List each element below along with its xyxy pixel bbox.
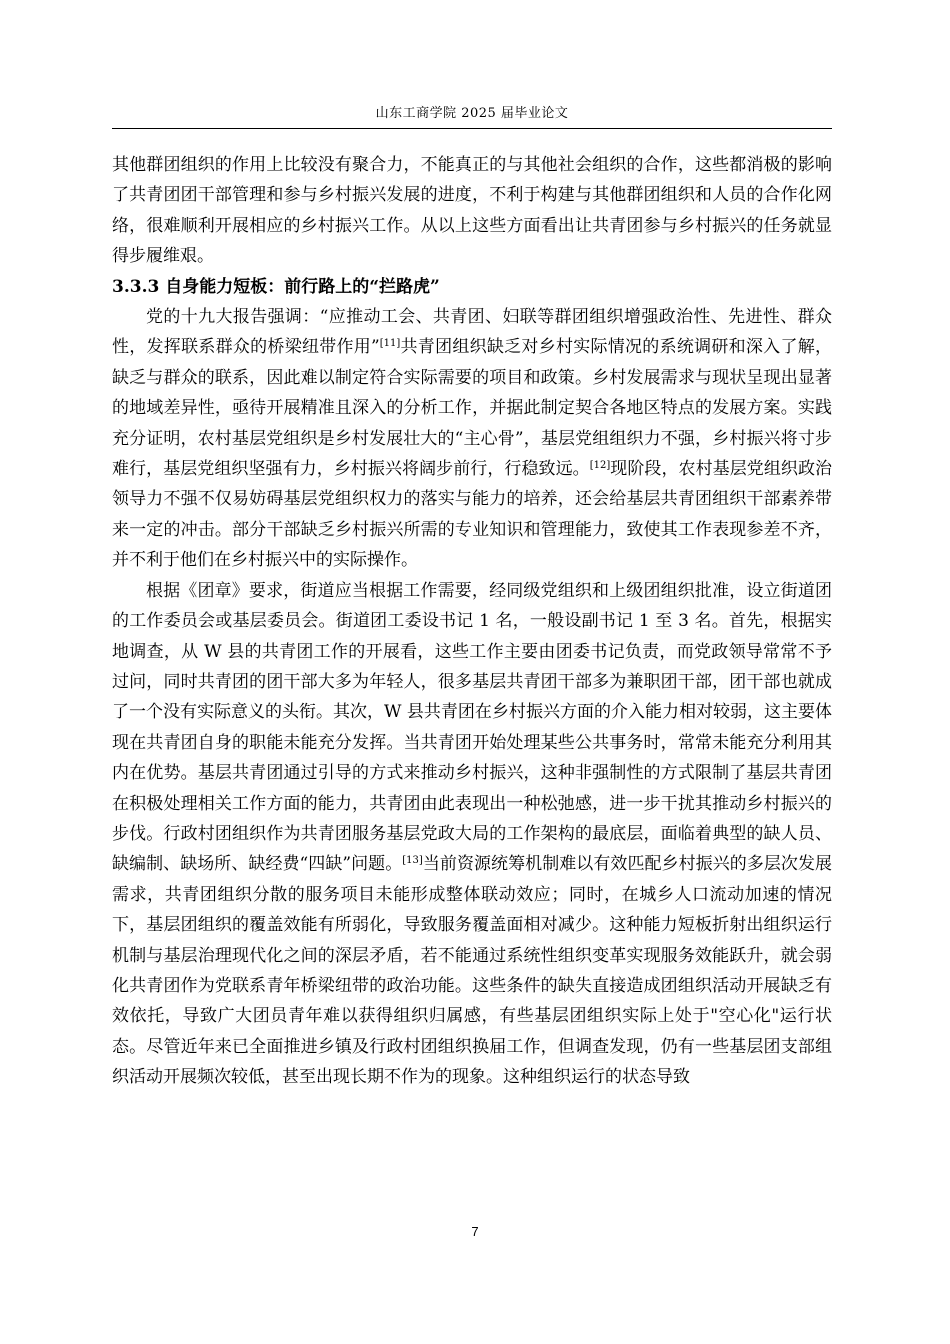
paragraph-text: 共青团组织缺乏对乡村实际情况的系统调研和深入了解，缺乏与群众的联系，因此难以制定符合实际需要的项目和政策。乡村发展需求与现状呈现出显著的地域差异性，亟待开展精准且深入的分析工作，并据此制定契合各地区特点的发展方案。实践充分证明，农村基层党组织是乡村发展壮大的“主心骨”，基层党组组织力不强，乡村振兴将寸步难行，基层党组织坚强有力，乡村振兴将阔步前行，行稳致远。 xyxy=(112,337,832,480)
citation-ref: [13] xyxy=(402,855,423,867)
citation-ref: [11] xyxy=(379,338,401,350)
header-rule xyxy=(112,128,832,129)
body-text xyxy=(112,150,832,1093)
paragraph-text: 现阶段，农村基层党组织政治领导力不强不仅易妨碍基层党组织权力的落实与能力的培养，还会给基层共青团组织干部素养带来一定的冲击。部分干部缺乏乡村振兴所需的专业知识和管理能力，致使其工作表现参差不齐，并不利于他们在乡村振兴中的实际操作。 xyxy=(112,459,833,571)
running-header: 山东工商学院 2025 届毕业论文 xyxy=(375,106,569,121)
citation-ref: [12] xyxy=(589,460,611,472)
paragraph-text: 根据《团章》要求，街道应当根据工作需要，经同级党组织和上级团组织批准，设立街道团的工作委员会或基层委员会。街道团工委设书记 1 名，一般设副书记 1 至 3 名。首先，根据实地调查，从 W 县的共青团工作的开展看，这些工作主要由团委书记负责，而党政领导常常不予过问，同时共青团的团干部大多为年轻人，很多基层共青团干部多为兼职团干部，团干部也就成了一个没有实际意义的头衔。其次，W 县共青团在乡村振兴方面的介入能力相对较弱，这主要体现在共青团自身的职能未能充分发挥。当共青团开始处理某些公共事务时，常常未能充分利用其内在优势。基层共青团通过引导的方式来推动乡村振兴，这种非强制性的方式限制了基层共青团在积极处理相关工作方面的能力，共青团由此表现出一种松弛感，进一步干扰其推动乡村振兴的步伐。行政村团组织作为共青团服务基层党政大局的工作架构的最底层，面临着典型的缺人员、缺编制、缺场所、缺经费“四缺”问题。 xyxy=(112,580,832,875)
paragraph-party-report xyxy=(112,302,832,576)
paragraph-league-charter xyxy=(112,576,832,1093)
paragraph-text: 党的十九大报告强调：“应推动工会、共青团、妇联等群团组织增强政治性、先进性、群众性，发挥联系群众的桥梁纽带作用” xyxy=(112,307,832,358)
paragraph-text: 当前资源统筹机制难以有效匹配乡村振兴的多层次发展需求，共青团组织分散的服务项目未能形成整体联动效应；同时，在城乡人口流动加速的情况下，基层团组织的覆盖效能有所弱化，导致服务覆盖面相对减少。这种能力短板折射出组织运行机制与基层治理现代化之间的深层矛盾，若不能通过系统性组织变革实现服务效能跃升，就会弱化共青团作为党联系青年桥梁纽带的政治功能。这些条件的缺失直接造成团组织活动开展缺乏有效依托，导致广大团员青年难以获得组织归属感，有些基层团组织实际上处于"空心化"运行状态。尽管近年来已全面推进乡镇及行政村团组织换届工作，但调查发现，仍有一些基层团支部组织活动开展频次较低，甚至出现长期不作为的现象。这种组织运行的状态导致 xyxy=(112,854,832,1088)
page-number: 7 xyxy=(471,1224,479,1239)
section-heading: 3.3.3 自身能力短板：前行路上的“拦路虎” xyxy=(112,276,440,297)
paragraph-continued: 其他群团组织的作用上比较没有聚合力，不能真正的与其他社会组织的合作，这些都消极的影响了共青团团干部管理和参与乡村振兴发展的进度，不利于构建与其他群团组织和人员的合作化网络，很难顺利开展相应的乡村振兴工作。从以上这些方面看出让共青团参与乡村振兴的任务就显得步履维艰。 xyxy=(112,155,832,267)
